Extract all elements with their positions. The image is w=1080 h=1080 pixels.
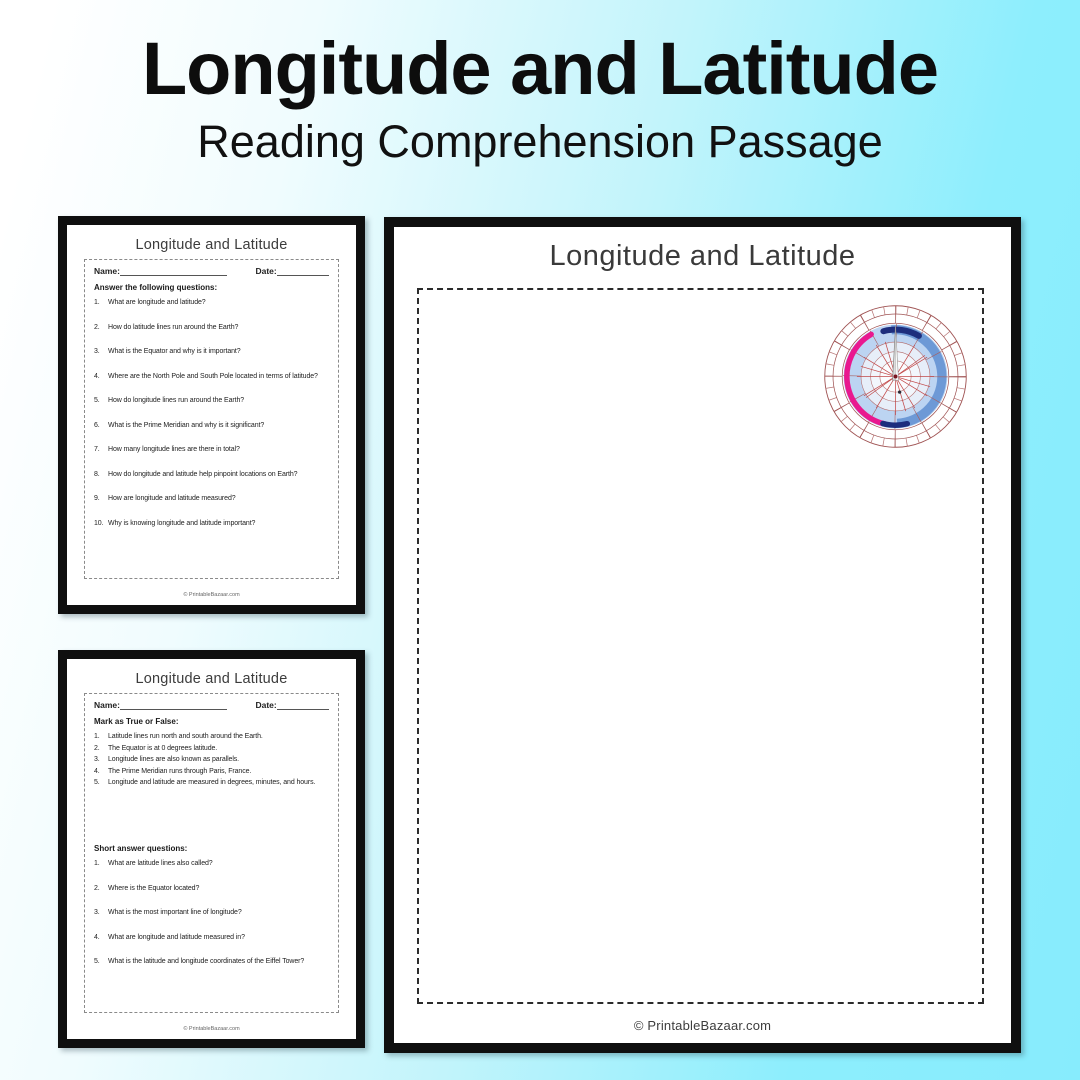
short-answer-item — [94, 934, 329, 941]
item-number: 4. — [94, 767, 100, 775]
page-footer: © PrintableBazaar.com — [183, 592, 240, 598]
worksheet-page-true-false — [58, 650, 365, 1048]
worksheet-title: Longitude and Latitude — [135, 671, 288, 687]
question-item — [94, 471, 329, 478]
item-text: How do latitude lines run around the Earth? — [108, 323, 239, 331]
true-false-item — [94, 756, 329, 763]
question-item — [94, 446, 329, 453]
question-item — [94, 520, 329, 527]
item-text: Longitude lines are also known as parallels. — [108, 756, 240, 763]
short-answer-list — [94, 860, 329, 965]
passage-page — [384, 217, 1021, 1053]
item-number: 4. — [94, 933, 100, 941]
dashed-content-box — [84, 693, 339, 1013]
date-blank-line — [277, 701, 329, 710]
item-text: Why is knowing longitude and latitude important? — [108, 519, 256, 527]
dashed-content-box — [417, 288, 984, 1004]
page-footer: © PrintableBazaar.com — [633, 1018, 772, 1033]
item-text: How do longitude lines run around the Earth? — [108, 397, 245, 404]
date-field-label: Date: — [255, 266, 277, 276]
true-false-item — [94, 733, 329, 740]
short-answer-item — [94, 885, 329, 892]
passage-title: Longitude and Latitude — [549, 240, 856, 272]
item-text: What is the Equator and why is it important? — [108, 348, 241, 355]
item-text: What are longitude and latitude? — [108, 299, 206, 306]
item-text: What is the Prime Meridian and why is it significant? — [108, 421, 265, 429]
worksheet-title: Longitude and Latitude — [135, 237, 288, 253]
item-text: Where are the North Pole and South Pole located in terms of latitude? — [108, 372, 318, 380]
item-number: 5. — [94, 397, 100, 404]
hero-header — [0, 26, 1080, 168]
item-number: 2. — [94, 884, 100, 892]
question-item — [94, 373, 329, 380]
question-item — [94, 495, 329, 502]
item-number: 3. — [94, 756, 100, 763]
name-field-label: Name: — [94, 700, 120, 710]
name-date-row — [94, 266, 329, 276]
page-title: Longitude and Latitude — [141, 27, 938, 110]
item-text: What is the most important line of longitude? — [108, 909, 242, 916]
compass-chart-icon — [822, 303, 969, 450]
question-list — [94, 299, 329, 527]
item-text: What are longitude and latitude measured in? — [108, 933, 245, 941]
item-number: 6. — [94, 421, 100, 429]
dashed-content-box — [84, 259, 339, 579]
item-number: 5. — [94, 958, 100, 965]
item-number: 2. — [94, 323, 100, 331]
item-number: 10. — [94, 519, 104, 527]
item-number: 1. — [94, 860, 100, 867]
item-text: What are latitude lines also called? — [108, 860, 213, 867]
date-blank-line — [277, 267, 329, 276]
true-false-item — [94, 768, 329, 775]
short-answer-item — [94, 909, 329, 916]
item-text: How are longitude and latitude measured? — [108, 495, 236, 502]
true-false-heading: Mark as True or False: — [94, 717, 179, 726]
true-false-list — [94, 733, 329, 786]
item-number: 7. — [94, 446, 100, 453]
question-item — [94, 348, 329, 355]
page-subtitle: Reading Comprehension Passage — [197, 116, 883, 167]
item-number: 1. — [94, 299, 100, 306]
item-text: The Prime Meridian runs through Paris, France. — [108, 767, 252, 775]
name-blank-line — [120, 701, 227, 710]
question-item — [94, 397, 329, 404]
item-number: 9. — [94, 495, 100, 502]
question-item — [94, 422, 329, 429]
item-number: 8. — [94, 470, 100, 478]
item-number: 2. — [94, 744, 100, 752]
section-heading: Answer the following questions: — [94, 283, 218, 292]
item-text: Longitude and latitude are measured in degrees, minutes, and hours. — [108, 779, 316, 786]
compass-chart-image — [822, 303, 969, 450]
item-text: What is the latitude and longitude coordinates of the Eiffel Tower? — [108, 958, 305, 965]
date-field-label: Date: — [255, 700, 277, 710]
short-answer-item — [94, 958, 329, 965]
page-footer: © PrintableBazaar.com — [183, 1026, 240, 1032]
item-number: 1. — [94, 733, 100, 740]
item-number: 4. — [94, 372, 100, 380]
item-text: How many longitude lines are there in total? — [108, 446, 240, 453]
item-text: Where is the Equator located? — [108, 884, 200, 892]
true-false-item — [94, 745, 329, 752]
name-blank-line — [120, 267, 227, 276]
question-item — [94, 299, 329, 306]
item-text: The Equator is at 0 degrees latitude. — [108, 744, 218, 752]
item-text: Latitude lines run north and south around the Earth. — [108, 733, 263, 740]
question-item — [94, 324, 329, 331]
item-number: 3. — [94, 909, 100, 916]
short-answer-heading: Short answer questions: — [94, 844, 188, 853]
item-number: 3. — [94, 348, 100, 355]
true-false-item — [94, 779, 329, 786]
item-text: How do longitude and latitude help pinpoint locations on Earth? — [108, 470, 298, 478]
worksheet-page-questions — [58, 216, 365, 614]
name-date-row — [94, 700, 329, 710]
item-number: 5. — [94, 779, 100, 786]
short-answer-item — [94, 860, 329, 867]
name-field-label: Name: — [94, 266, 120, 276]
